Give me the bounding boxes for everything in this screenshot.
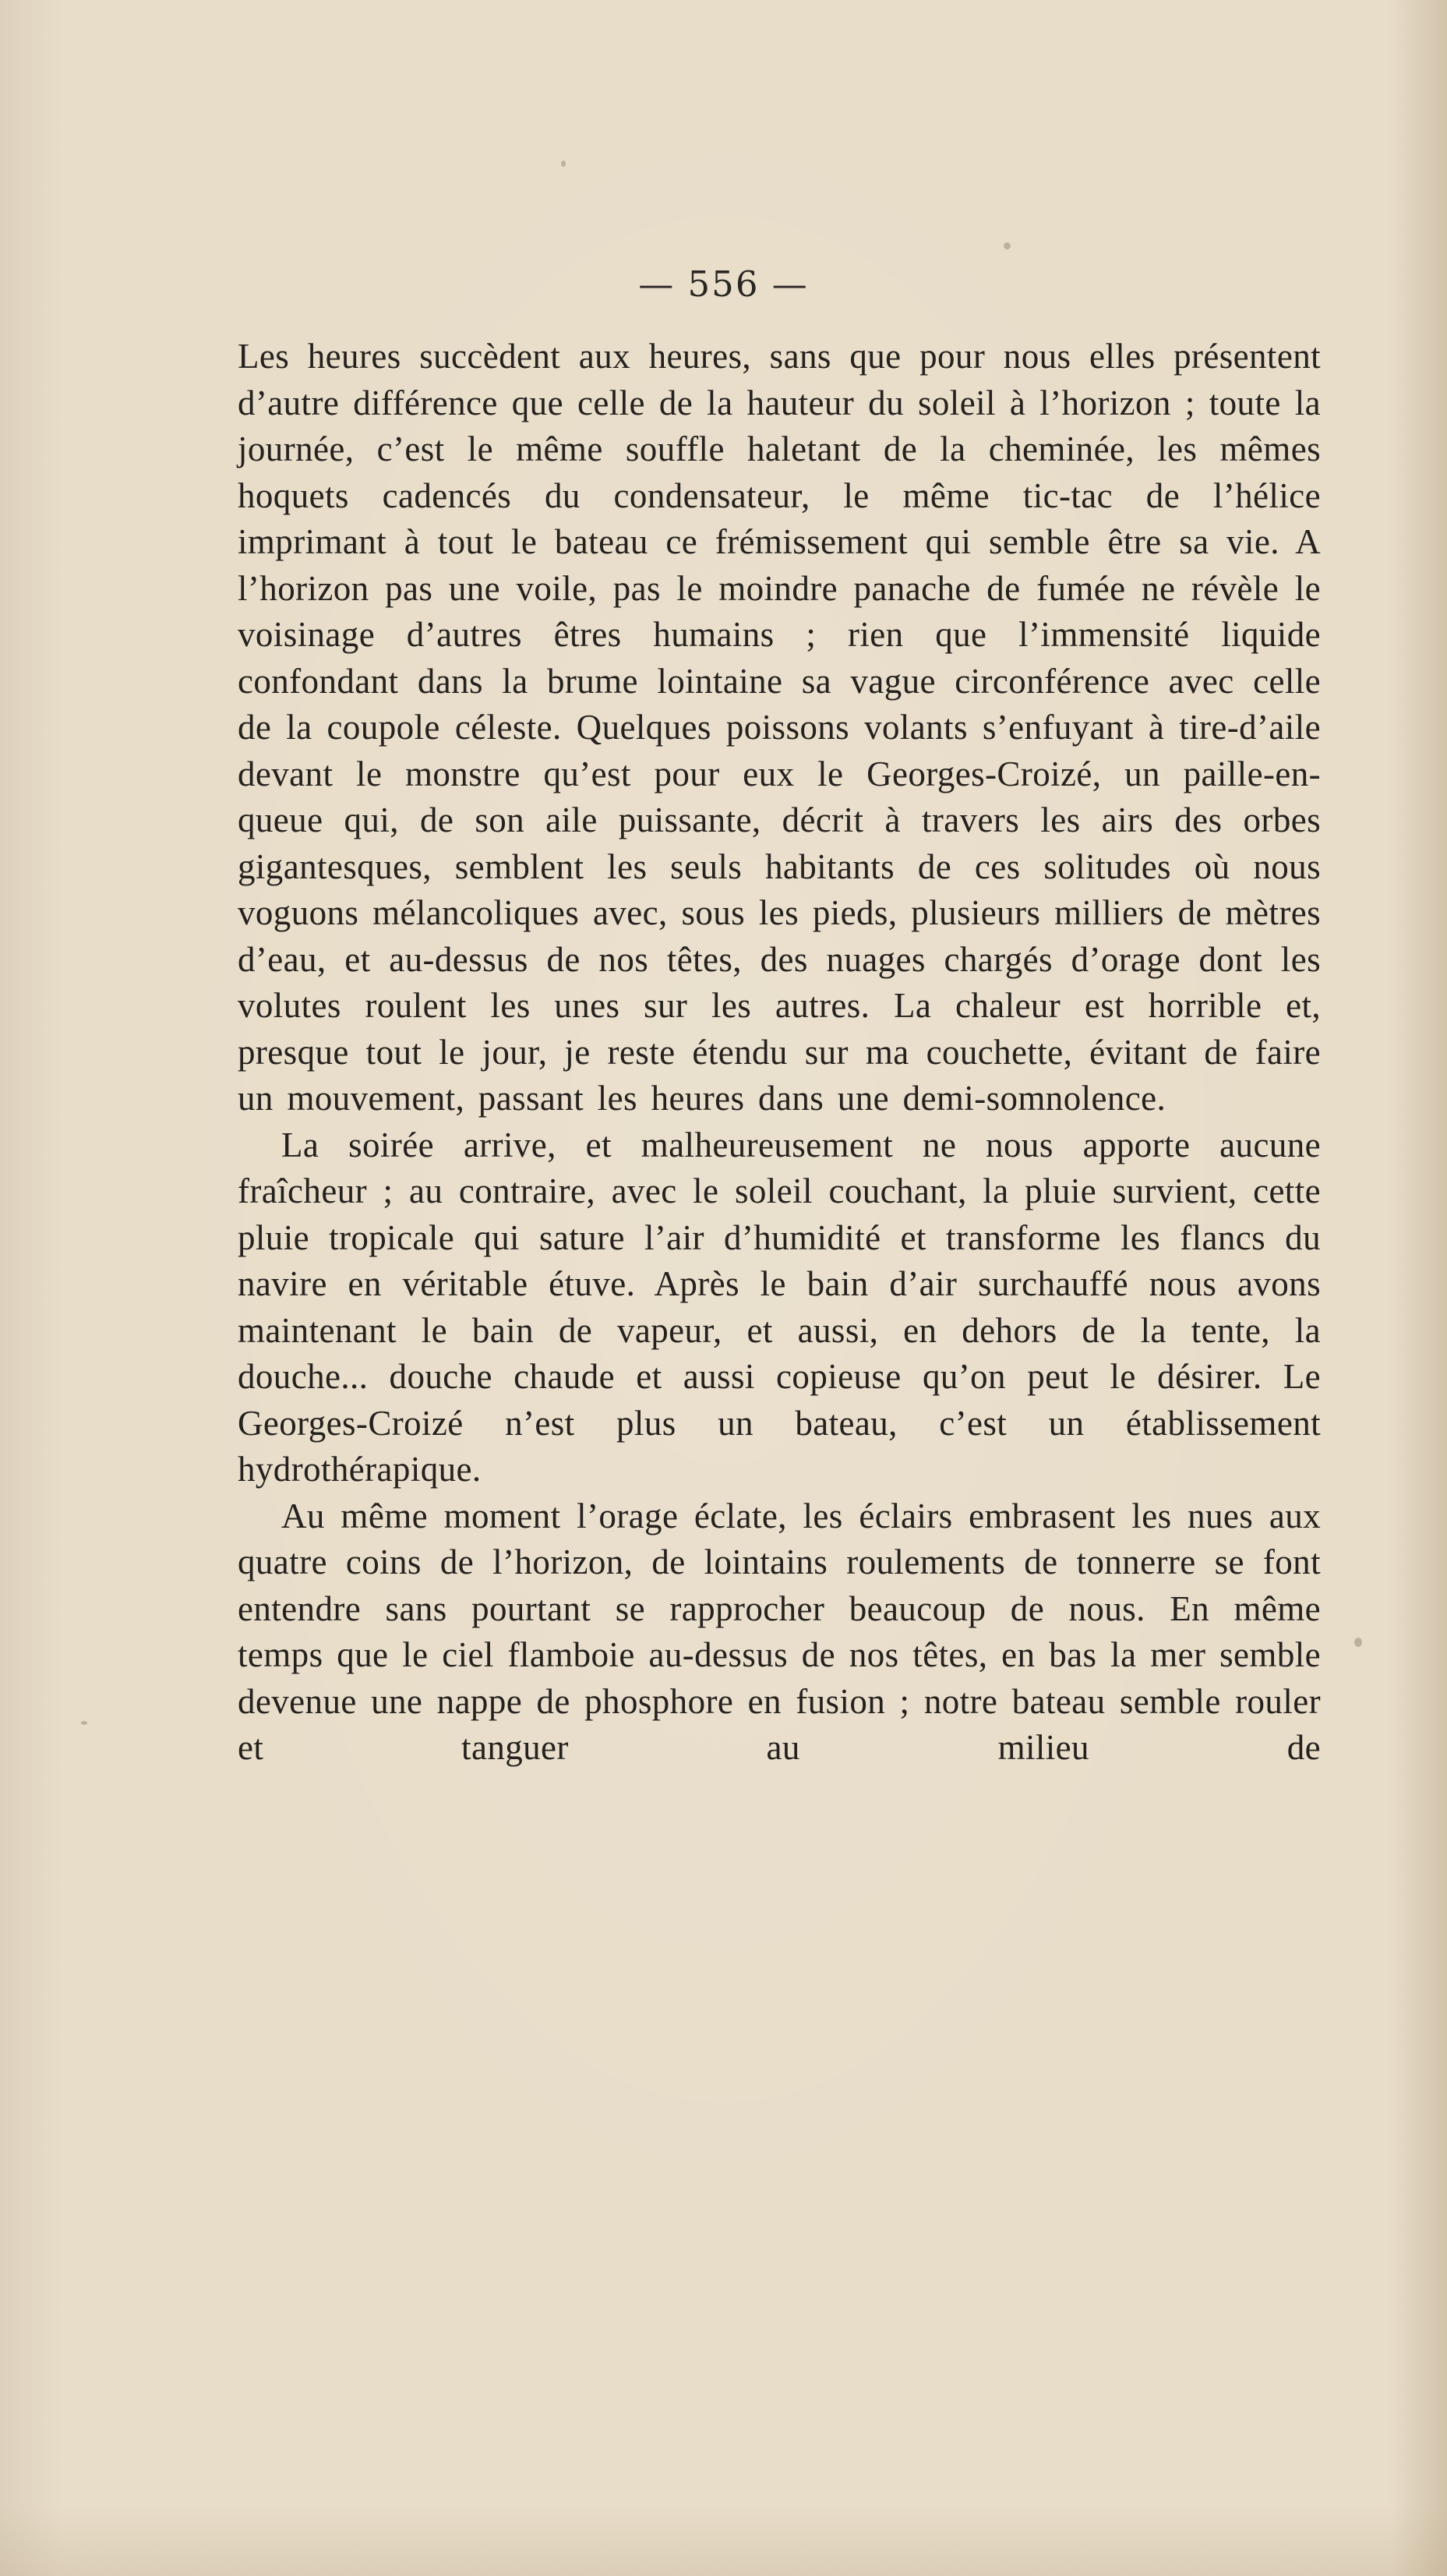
page-number: — 556 — [638, 263, 809, 305]
paragraph: La soirée arrive, et malheureusement ne nous apporte aucune fraîcheur ; au contraire, avec le soleil couchant, la pluie survient, cette pluie tropicale qui sature l’air d’humidité et transforme les flancs du navire en véritable étuve. Après le bain d’air surchauffé nous avons maintenant le bain de vapeur, et aussi, en dehors de la tente, la douche... douche chaude et aussi copieuse qu’on peut le désirer. Le Georges-Croizé n’est plus un bateau, c’est un établissement hydrothérapique. [238, 1125, 1321, 1489]
ink-speck [1354, 1638, 1362, 1647]
ink-speck [561, 161, 566, 167]
paragraph: Au même moment l’orage éclate, les éclairs embrasent les nues aux quatre coins de l’horizon, de lointains roulements de tonnerre se font entendre sans pourtant se rapprocher beaucoup de nous. En même temps que le ciel flamboie au-dessus de nos têtes, en bas la mer semble devenue une nappe de phosphore en fusion ; notre bateau semble rouler et tanguer au milieu de [238, 1496, 1321, 1767]
paragraph: Les heures succèdent aux heures, sans que pour nous elles présentent d’autre différence que celle de la hauteur du soleil à l’horizon ; toute la journée, c’est le même souffle haletant de la cheminée, les mêmes hoquets cadencés du condensateur, le même tic-tac de l’hélice imprimant à tout le bateau ce frémissement qui semble être sa vie. A l’horizon pas une voile, pas le moindre panache de fumée ne révèle le voisinage d’autres êtres humains ; rien que l’immensité liquide confondant dans la brume lointaine sa vague circonférence avec celle de la coupole céleste. Quelques poissons volants s’enfuyant à tire-d’aile devant le monstre qu’est pour eux le Georges-Croizé, un paille-en-queue qui, de son aile puissante, décrit à travers les airs des orbes gigantesques, semblent les seuls habitants de ces solitudes où nous voguons mélancoliques avec, sous les pieds, plusieurs milliers de mètres d’eau, et au-dessus de nos têtes, des nuages chargés d’orage dont les volutes roulent les unes sur les autres. La chaleur est horrible et, presque tout le jour, je reste étendu sur ma couchette, évitant de faire un mouvement, passant les heures dans une demi-somnolence. [238, 337, 1321, 1118]
ink-speck [81, 1721, 87, 1725]
page-edge-shadow [1392, 0, 1447, 2576]
page-bottom-shadow [0, 2506, 1447, 2576]
body-text [238, 334, 1321, 1772]
ink-speck [1004, 242, 1011, 249]
